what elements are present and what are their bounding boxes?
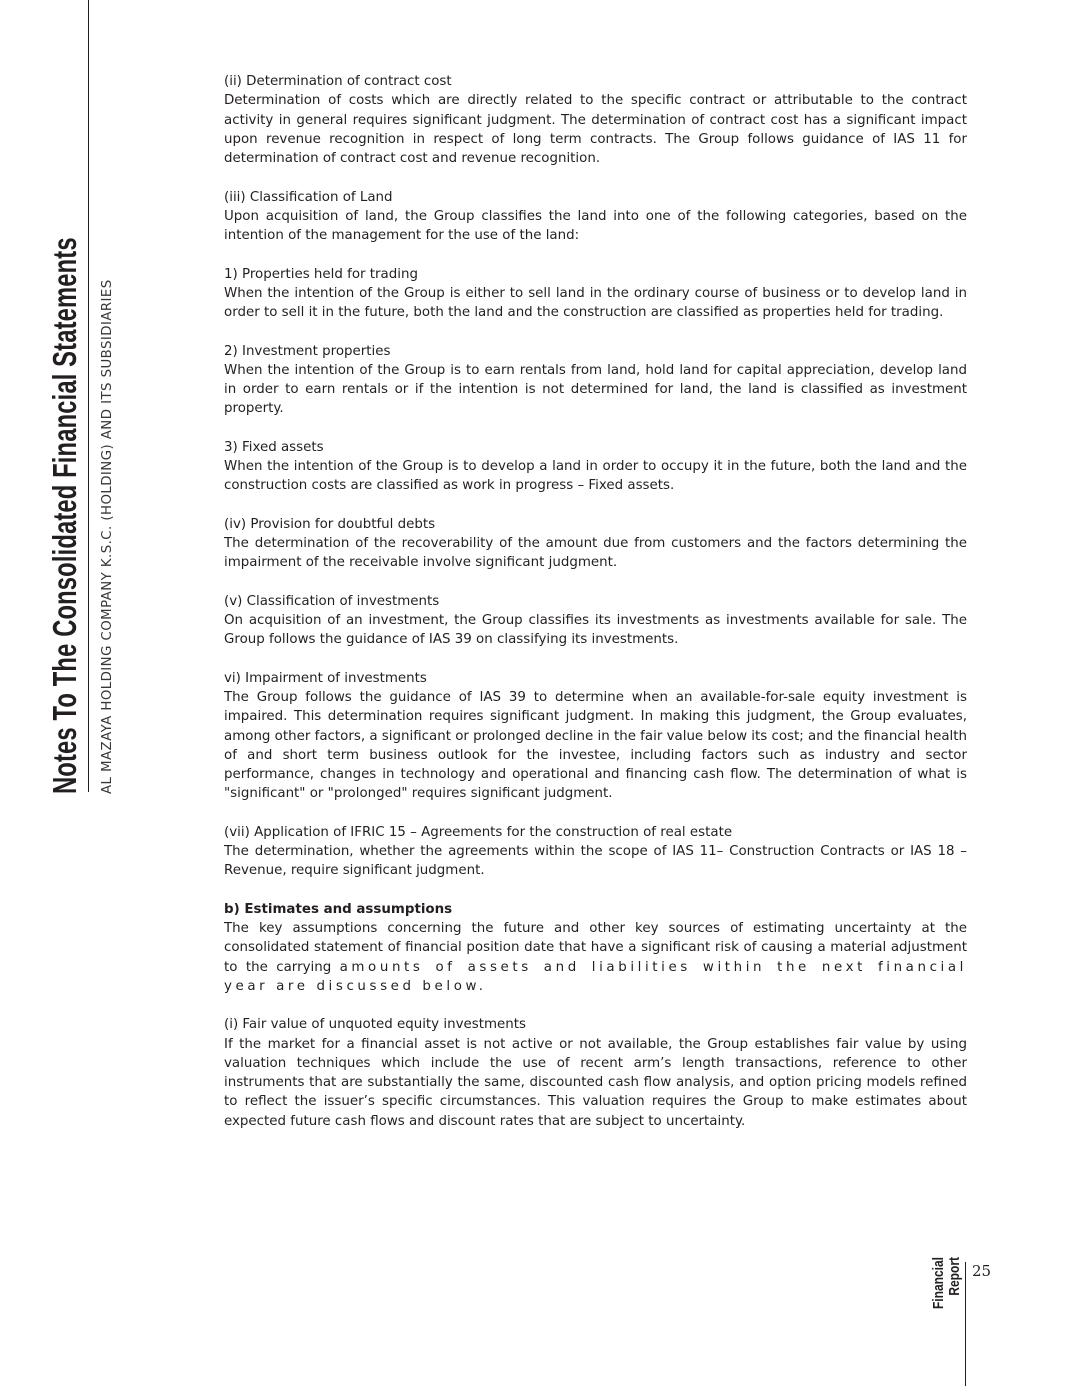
section-estimates-and-assumptions: [224, 900, 967, 996]
section-body: When the intention of the Group is either to sell land in the ordinary course of business or to develop land in order to sell it in the future, both the land and the construction are classified as properties held for trading.: [224, 285, 967, 320]
section-heading: (vii) Application of IFRIC 15 – Agreements for the construction of real estate: [224, 824, 733, 840]
section-heading: 1) Properties held for trading: [224, 266, 418, 282]
section-body: Determination of costs which are directly related to the specific contract or attributable to the contract activity in general requires significant judgment. The determination of contract cost has a significant impact upon revenue recognition in respect of long term contracts. The Group follows guidance of IAS 11 for determination of contract cost and revenue recognition.: [224, 93, 967, 166]
section-fixed-assets: [224, 438, 967, 496]
section-heading: 2) Investment properties: [224, 343, 391, 359]
section-investment-properties: [224, 342, 967, 419]
section-body: On acquisition of an investment, the Group classifies its investments as investments available for sale. The Group follows the guidance of IAS 39 on classifying its investments.: [224, 613, 967, 648]
sidebar-title: Notes To The Consolidated Financial Statements: [46, 237, 83, 795]
page-number: 25: [972, 1262, 992, 1280]
section-heading: vi) Impairment of investments: [224, 670, 427, 686]
footer-label-line2: Report: [946, 1257, 963, 1296]
section-doubtful-debts: [224, 515, 967, 573]
section-heading: 3) Fixed assets: [224, 439, 324, 455]
section-body: The determination, whether the agreements within the scope of IAS 11– Construction Contracts or IAS 18 – Revenue, require significant judgment.: [224, 844, 967, 879]
section-body: When the intention of the Group is to develop a land in order to occupy it in the future, both the land and the construction costs are classified as work in progress – Fixed assets.: [224, 459, 967, 494]
section-classification-of-land: [224, 188, 967, 246]
sidebar-company-name: AL MAZAYA HOLDING COMPANY K.S.C. (HOLDING) AND ITS SUBSIDIARIES: [100, 279, 115, 794]
section-fair-value: [224, 1015, 967, 1131]
section-impairment-of-investments: [224, 669, 967, 804]
section-body-spaced: amounts of assets and liabilities within the next financial year are discussed below.: [224, 959, 967, 994]
section-heading: (v) Classification of investments: [224, 593, 440, 609]
section-body: When the intention of the Group is to earn rentals from land, hold land for capital appreciation, develop land in order to earn rentals or if the intention is not determined for land, the land is classified as investment property.: [224, 362, 967, 417]
notes-content: [224, 72, 967, 1150]
section-body-main: The key assumptions concerning the future and other key sources of estimating uncertainty at the consolidated statement of financial position date that have a significant risk of causing a material adjustment to the carrying: [224, 921, 967, 975]
section-body: The determination of the recoverability of the amount due from customers and the factors determining the impairment of the receivable involve significant judgment.: [224, 536, 967, 571]
footer-divider: [965, 1262, 966, 1386]
section-contract-cost: [224, 72, 967, 168]
section-body: If the market for a financial asset is not active or not available, the Group establishes fair value by using valuation techniques which include the use of recent arm’s length transactions, reference to other instruments that are substantially the same, discounted cash flow analysis, and option pricing models refined to reflect the issuer’s specific circumstances. This valuation requires the Group to make estimates about expected future cash flows and discount rates that are subject to uncertainty.: [224, 1036, 967, 1129]
section-heading: (i) Fair value of unquoted equity investments: [224, 1017, 526, 1033]
section-heading: (ii) Determination of contract cost: [224, 74, 452, 89]
sidebar-divider: [88, 0, 89, 792]
footer-label-line1: Financial: [930, 1257, 947, 1310]
section-body: The Group follows the guidance of IAS 39 to determine when an available-for-sale equity investment is impaired. This determination requires significant judgment. In making this judgment, the Group evaluates, among other factors, a significant or prolonged decline in the fair value below its cost; and the financial health of and short term business outlook for the investee, including factors such as industry and sector performance, changes in technology and operational and financing cash flow. The determination of what is "significant" or "prolonged" requires significant judgment.: [224, 690, 967, 802]
section-body: [224, 919, 967, 996]
section-classification-of-investments: [224, 592, 967, 650]
section-heading: (iv) Provision for doubtful debts: [224, 516, 436, 532]
section-heading: b) Estimates and assumptions: [224, 901, 453, 917]
section-heading: (iii) Classification of Land: [224, 189, 393, 205]
section-body: Upon acquisition of land, the Group classifies the land into one of the following categories, based on the intention of the management for the use of the land:: [224, 208, 967, 243]
footer-label: [931, 1257, 963, 1327]
section-properties-held-for-trading: [224, 265, 967, 323]
section-ifric-15: [224, 823, 967, 881]
